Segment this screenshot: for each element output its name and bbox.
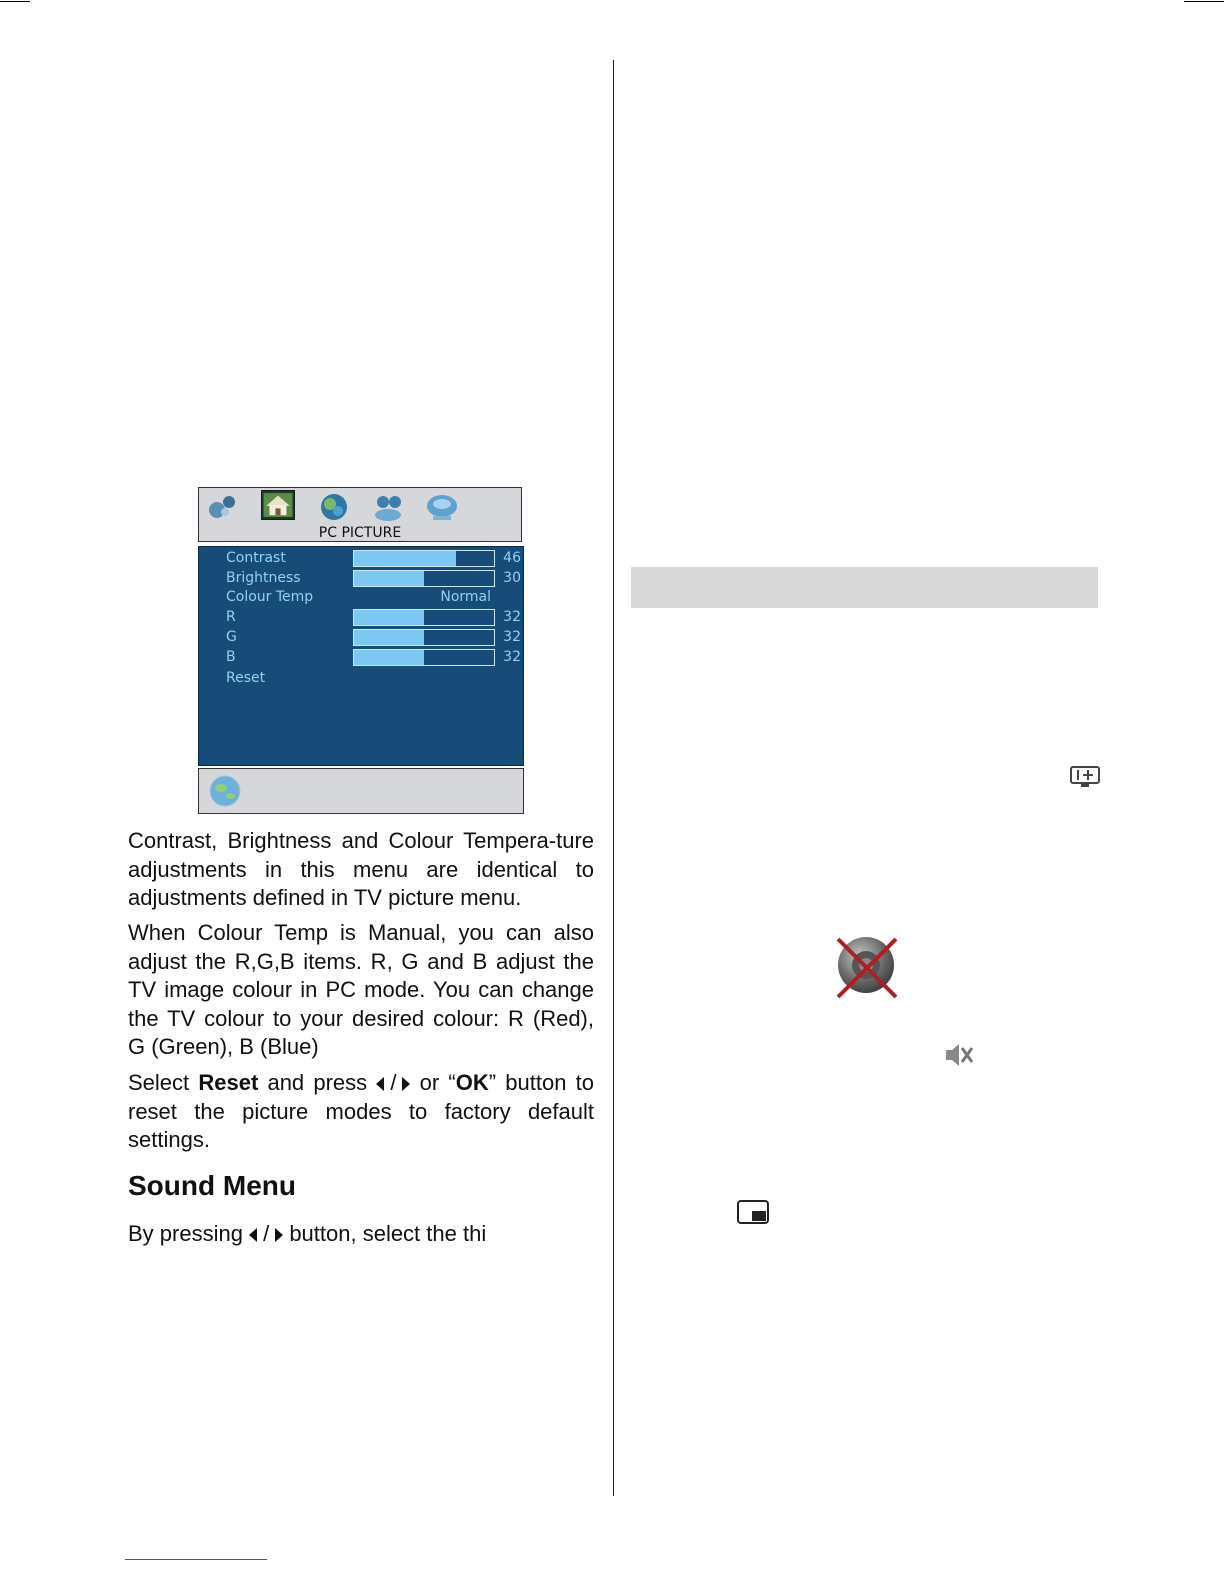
osd-menu-panel [198, 546, 524, 766]
menu-item-b[interactable] [199, 647, 523, 667]
slash-separator: / [390, 1070, 397, 1095]
menu-item-label: R [226, 609, 236, 625]
text-fragment: ” button to reset the picture modes to factory default settings. [128, 1070, 594, 1153]
menu-item-brightness[interactable] [199, 568, 523, 588]
left-arrow-icon [249, 1228, 257, 1242]
sound-menu-icon [317, 492, 351, 522]
r-slider[interactable] [353, 609, 495, 626]
paragraph-sound-menu [128, 1220, 594, 1249]
slider-fill [354, 551, 456, 566]
crop-mark-left [0, 1, 30, 2]
crop-mark-right [1184, 1, 1224, 2]
mute-speaker-icon [832, 933, 902, 1003]
menu-item-label: B [226, 649, 236, 665]
menu-item-contrast[interactable] [199, 548, 523, 568]
right-arrow-icon [275, 1228, 283, 1242]
menu-item-label: Colour Temp [226, 589, 314, 605]
menu-item-reset[interactable] [199, 668, 523, 688]
menu-item-value: Normal [440, 589, 491, 605]
pip-icon [736, 1199, 770, 1227]
footer-rule [125, 1559, 267, 1560]
info-icon [1069, 765, 1101, 789]
menu-item-value: 46 [503, 550, 521, 566]
contrast-slider[interactable] [353, 550, 495, 567]
section-header-bar [631, 567, 1098, 608]
picture-menu-icon [207, 492, 241, 522]
text-fragment: or “ [410, 1070, 456, 1095]
section-heading: Sound Menu [128, 1170, 296, 1201]
slider-fill [354, 610, 424, 625]
menu-item-value: 32 [503, 609, 521, 625]
slider-fill [354, 630, 424, 645]
osd-menu-header [198, 487, 522, 542]
install-menu-icon [425, 492, 459, 522]
menu-item-label: Reset [226, 670, 266, 686]
column-divider [613, 60, 614, 1496]
g-slider[interactable] [353, 629, 495, 646]
paragraph-reset [128, 1069, 594, 1155]
text-fragment: By pressing [128, 1221, 250, 1246]
menu-item-value: 32 [503, 629, 521, 645]
mute-small-icon [942, 1040, 974, 1070]
reset-keyword: Reset [198, 1070, 259, 1095]
feature-menu-icon [371, 492, 405, 522]
text-fragment: button, select the thi [289, 1221, 487, 1246]
left-arrow-icon [376, 1077, 384, 1091]
menu-item-value: 30 [503, 570, 521, 586]
menu-item-value: 32 [503, 649, 521, 665]
globe-icon [207, 774, 243, 808]
paragraph-adjustments: Contrast, Brightness and Colour Tempera-ture adjustments in this menu are identical to adjustments defined in TV picture menu. [128, 828, 594, 911]
menu-item-label: Contrast [226, 550, 286, 566]
menu-item-g[interactable] [199, 627, 523, 647]
ok-keyword: OK [455, 1070, 489, 1095]
menu-item-label: G [226, 629, 237, 645]
b-slider[interactable] [353, 649, 495, 666]
osd-menu-title: PC PICTURE [318, 525, 402, 541]
menu-item-r[interactable] [199, 607, 523, 627]
menu-item-label: Brightness [226, 570, 301, 586]
text-fragment: and press [258, 1070, 377, 1095]
osd-menu-footer [198, 768, 524, 814]
paragraph-colour-temp: When Colour Temp is Manual, you can also adjust the R,G,B items. R, G and B adjust the TV image colour in PC mode. You can change the TV colour to your desired colour: R (Red), G (Green), B (Blue) [128, 920, 594, 1060]
text-fragment: Select [128, 1070, 199, 1095]
brightness-slider[interactable] [353, 570, 495, 587]
menu-item-colour-temp[interactable] [199, 587, 523, 607]
slider-fill [354, 650, 424, 665]
slash-separator: / [263, 1221, 270, 1246]
slider-fill [354, 571, 424, 586]
home-icon [261, 490, 295, 520]
